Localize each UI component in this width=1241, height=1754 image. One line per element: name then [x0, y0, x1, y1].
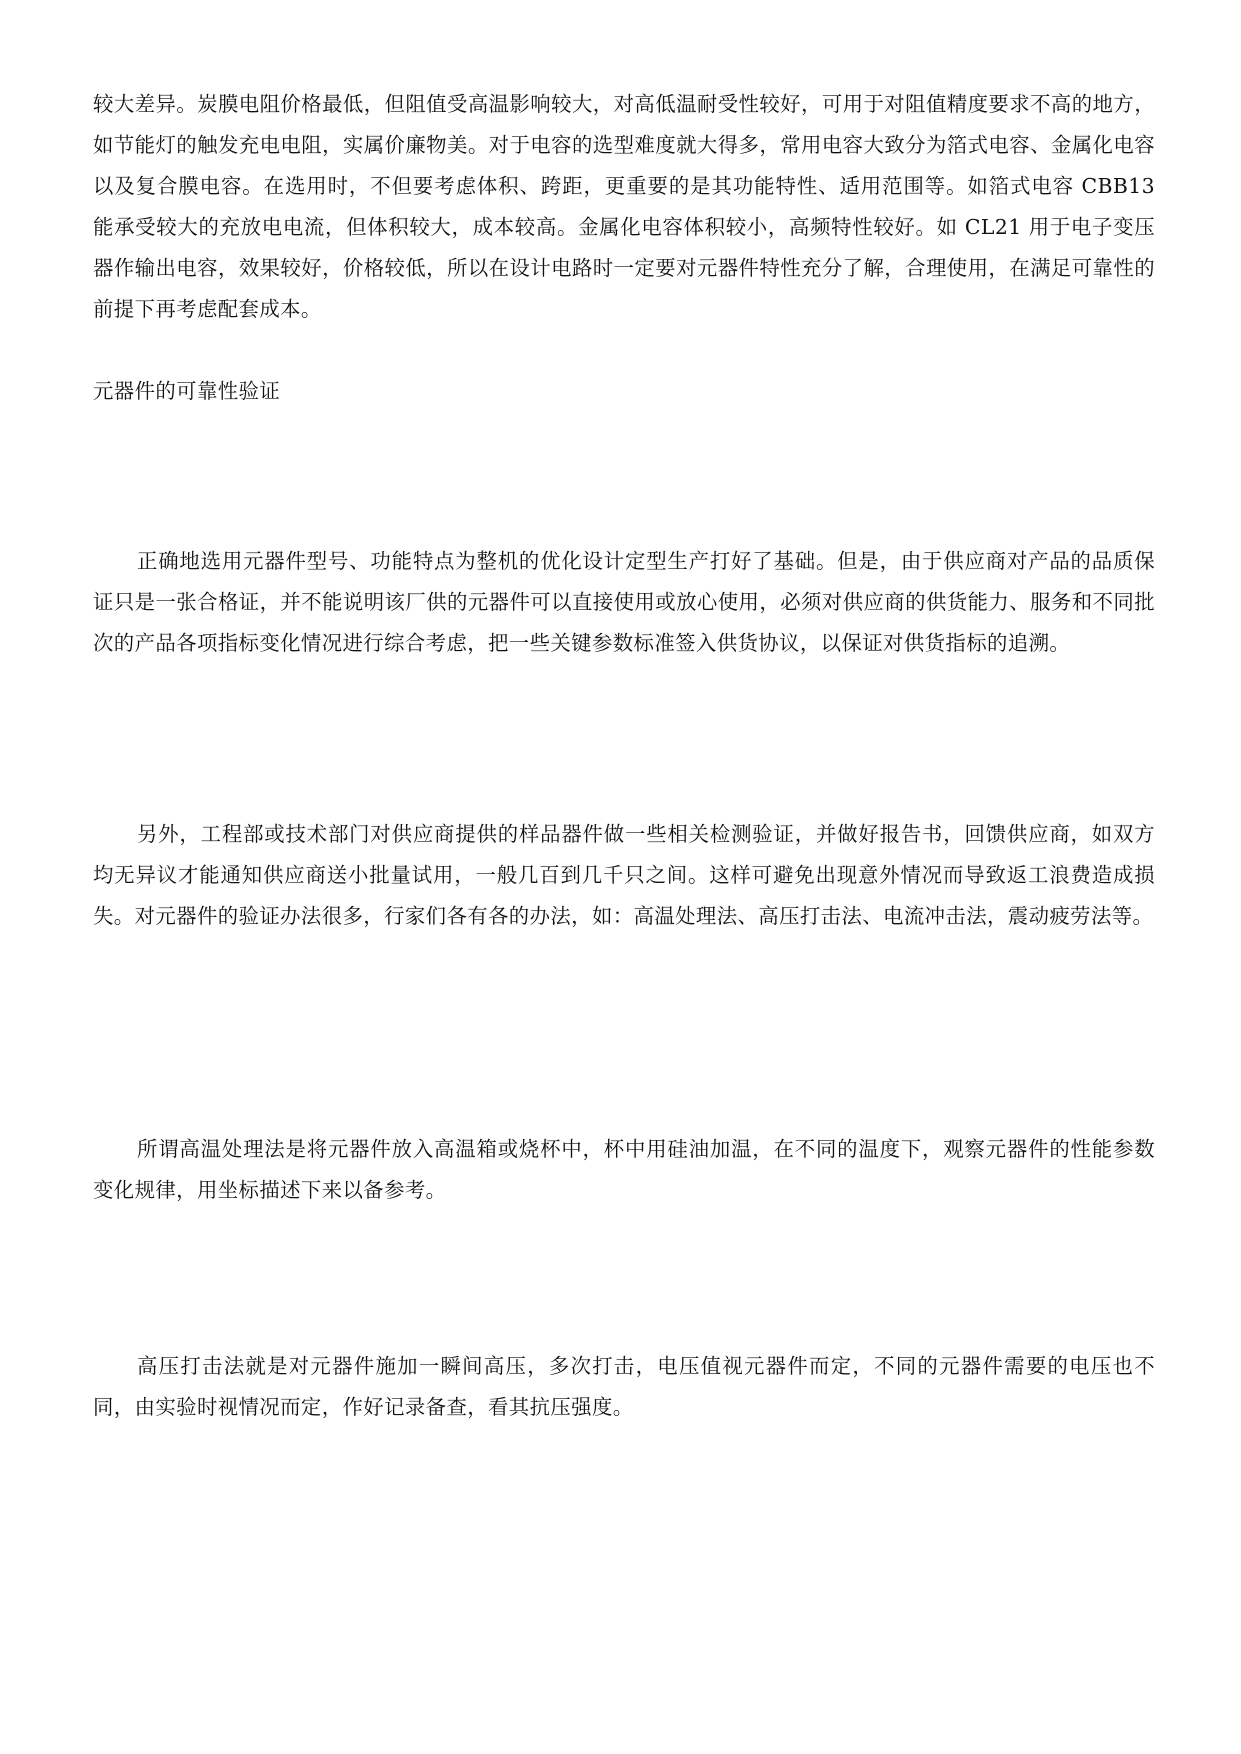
paragraph-high-voltage-method: 高压打击法就是对元器件施加一瞬间高压，多次打击，电压值视元器件而定，不同的元器件需要的电压也不同，由实验时视情况而定，作好记录备查，看其抗压强度。	[93, 1354, 1155, 1419]
paragraph-supplier-quality: 正确地选用元器件型号、功能特点为整机的优化设计定型生产打好了基础。但是，由于供应商对产品的品质保证只是一张合格证，并不能说明该厂供的元器件可以直接使用或放心使用，必须对供应商的供货能力、服务和不同批次的产品各项指标变化情况进行综合考虑，把一些关键参数标准签入供货协议，以保证对供货指标的追溯。	[93, 549, 1155, 655]
continued-paragraph: 较大差异。炭膜电阻价格最低，但阻值受高温影响较大，对高低温耐受性较好，可用于对阻值精度要求不高的地方，如节能灯的触发充电电阻，实属价廉物美。对于电容的选型难度就大得多，常用电容大致分为箔式电容、金属化电容以及复合膜电容。在选用时，不但要考虑体积、跨距，更重要的是其功能特性、适用范围等。如箔式电容 CBB13 能承受较大的充放电电流，但体积较大，成本较高。金属化电容体积较小，高频特性较好。如 CL21 用于电子变压器作输出电容，效果较好，价格较低，所以在设计电路时一定要对元器件特性充分了解，合理使用，在满足可靠性的前提下再考虑配套成本。	[93, 92, 1155, 321]
paragraph-high-temperature-method: 所谓高温处理法是将元器件放入高温箱或烧杯中，杯中用硅油加温，在不同的温度下，观察元器件的性能参数变化规律，用坐标描述下来以备参考。	[93, 1137, 1155, 1202]
paragraph-sample-verification: 另外，工程部或技术部门对供应商提供的样品器件做一些相关检测验证，并做好报告书，回馈供应商，如双方均无异议才能通知供应商送小批量试用，一般几百到几千只之间。这样可避免出现意外情况而导致返工浪费造成损失。对元器件的验证办法很多，行家们各有各的办法，如：高温处理法、高压打击法、电流冲击法，震动疲劳法等。	[93, 822, 1155, 928]
section-heading: 元器件的可靠性验证	[93, 379, 281, 403]
